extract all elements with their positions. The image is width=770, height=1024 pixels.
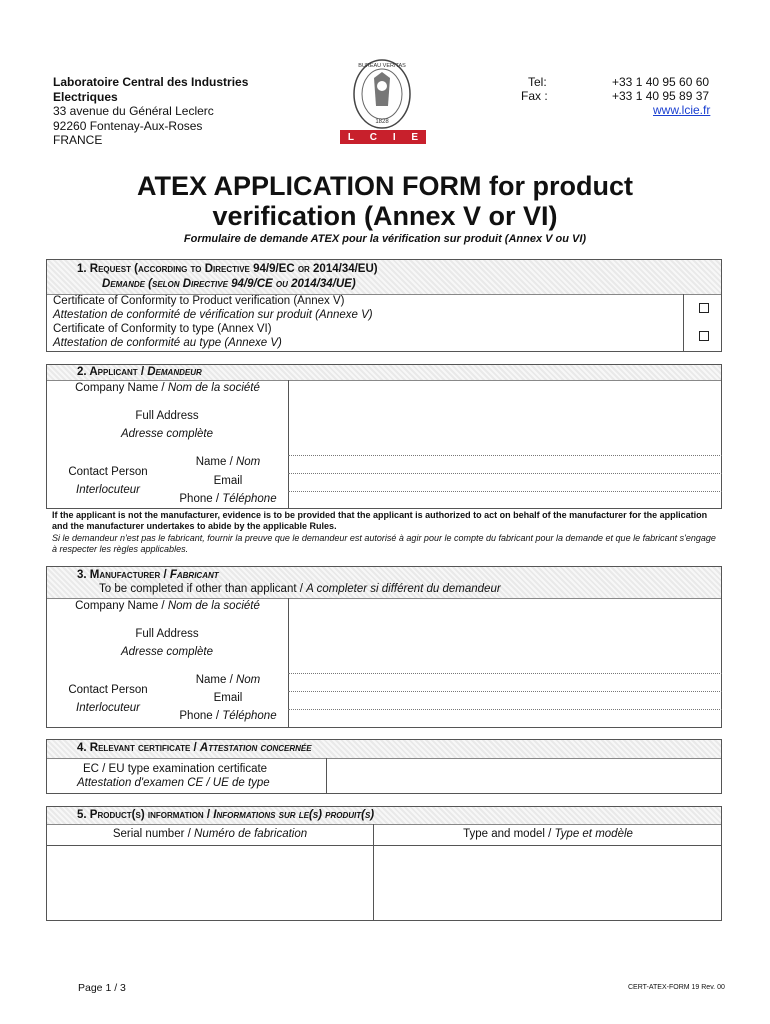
lab-country: FRANCE	[53, 133, 103, 147]
type-model-field[interactable]	[375, 847, 720, 919]
section-manufacturer-header	[47, 567, 721, 599]
ec-type-certificate-label-fr: Attestation d'examen CE / UE de type	[77, 777, 270, 789]
page-number: Page 1 / 3	[78, 982, 126, 994]
mfr-phone-field[interactable]	[290, 710, 722, 726]
mfr-company-name-label: Company Name / Nom de la société	[75, 600, 260, 612]
checkbox-annex-vi[interactable]	[699, 331, 709, 341]
section-applicant-header	[47, 365, 721, 381]
svg-text:BUREAU VERITAS: BUREAU VERITAS	[358, 63, 406, 69]
svg-text:1828: 1828	[375, 119, 389, 125]
name-label: Name / Nom	[195, 456, 261, 468]
section-product-information	[46, 806, 722, 921]
section-request-title-fr: Demande (selon Directive 94/9/CE ou 2014/34/UE)	[102, 278, 356, 290]
applicant-email-field[interactable]	[290, 474, 722, 490]
section-manufacturer	[46, 566, 722, 728]
mfr-full-address-label: Full Address	[135, 628, 199, 640]
section-applicant	[46, 364, 722, 509]
tel-label: Tel:	[528, 75, 547, 89]
mfr-email-label: Email	[213, 692, 243, 704]
mfr-phone-label: Phone / Téléphone	[179, 710, 277, 722]
lab-address1: 33 avenue du Général Leclerc	[53, 104, 214, 118]
fax-value: +33 1 40 95 89 37	[612, 89, 710, 103]
section-manufacturer-subtitle: To be completed if other than applicant / A completer si différent du demandeur	[99, 583, 501, 595]
fax-label: Fax :	[521, 89, 548, 103]
section-certificate-header	[47, 740, 721, 759]
applicant-name-field[interactable]	[290, 456, 722, 472]
applicant-note: If the applicant is not the manufacturer, evidence is to be provided that the applicant is authorized to act on behalf of the manufacturer for the application and the manufacturer undertakes to abide by the applicable Rules.	[52, 510, 708, 531]
section-manufacturer-title: 3. Manufacturer / Fabricant	[77, 569, 219, 581]
tel-value: +33 1 40 95 60 60	[612, 75, 710, 89]
applicant-note-fr: Si le demandeur n'est pas le fabricant, fournir la preuve que le demandeur est autorisé à agir pour le compte du fabricant pour la demande et que le fabricant s'engage à respecter les règles applicables.	[52, 533, 716, 554]
section-product-header	[47, 807, 721, 825]
mfr-name-field[interactable]	[290, 674, 722, 690]
contact-person-label-fr: Interlocuteur	[76, 484, 140, 496]
section-request	[46, 259, 722, 352]
mfr-contact-person-label: Contact Person	[68, 684, 148, 696]
lab-name-line1: Laboratoire Central des Industries	[53, 75, 249, 89]
website-link[interactable]: www.lcie.fr	[653, 103, 711, 117]
company-name-field[interactable]	[290, 381, 722, 453]
seal-icon	[338, 56, 426, 132]
mfr-full-address-label-fr: Adresse complète	[120, 646, 214, 658]
section-product-title: 5. Product(s) information / Informations sur le(s) produit(s)	[77, 809, 375, 821]
company-name-label: Company Name / Nom de la société	[75, 382, 260, 394]
lab-name-line2: Electriques	[53, 89, 118, 104]
section-relevant-certificate	[46, 739, 722, 794]
mfr-contact-person-label-fr: Interlocuteur	[76, 702, 140, 714]
mfr-company-name-field[interactable]	[290, 599, 722, 671]
mfr-email-field[interactable]	[290, 692, 722, 708]
full-address-label-fr: Adresse complète	[120, 428, 214, 440]
form-title-line2: verification (Annex V or VI)	[212, 201, 558, 231]
form-subtitle: Formulaire de demande ATEX pour la vérification sur produit (Annex V ou VI)	[183, 233, 587, 245]
certificate-number-field[interactable]	[328, 759, 722, 793]
email-label: Email	[213, 475, 243, 487]
contact-person-label: Contact Person	[68, 466, 148, 478]
ec-type-certificate-label: EC / EU type examination certificate	[83, 763, 268, 775]
serial-number-header: Serial number / Numéro de fabrication	[112, 828, 308, 840]
lab-address-block	[53, 75, 248, 148]
type-model-header: Type and model / Type et modèle	[463, 828, 633, 840]
section-applicant-title: 2. Applicant / Demandeur	[77, 366, 202, 378]
form-reference: CERT-ATEX-FORM 19 Rev. 00	[628, 984, 725, 991]
form-title-line1: ATEX APPLICATION FORM for product	[137, 171, 633, 201]
full-address-label: Full Address	[135, 410, 199, 422]
option-product-verification: Certificate of Conformity to Product verification (Annex V)	[53, 295, 345, 307]
section-request-title: 1. Request (according to Directive 94/9/EC or 2014/34/EU)	[77, 263, 378, 275]
mfr-name-label: Name / Nom	[195, 674, 261, 686]
checkbox-annex-v[interactable]	[699, 303, 709, 313]
lab-address2: 92260 Fontenay-Aux-Roses	[53, 118, 203, 133]
lcie-logo-bar: L C I E	[340, 130, 426, 144]
section-request-header	[47, 260, 721, 295]
serial-number-field[interactable]	[49, 847, 371, 919]
option-conformity-type-fr: Attestation de conformité au type (Annexe V)	[53, 337, 282, 349]
applicant-phone-field[interactable]	[290, 492, 722, 508]
phone-label: Phone / Téléphone	[179, 493, 277, 505]
option-product-verification-fr: Attestation de conformité de vérification sur produit (Annexe V)	[53, 309, 373, 321]
option-conformity-type: Certificate of Conformity to type (Annex VI)	[53, 323, 272, 335]
section-certificate-title: 4. Relevant certificate / Attestation concernée	[77, 742, 312, 754]
